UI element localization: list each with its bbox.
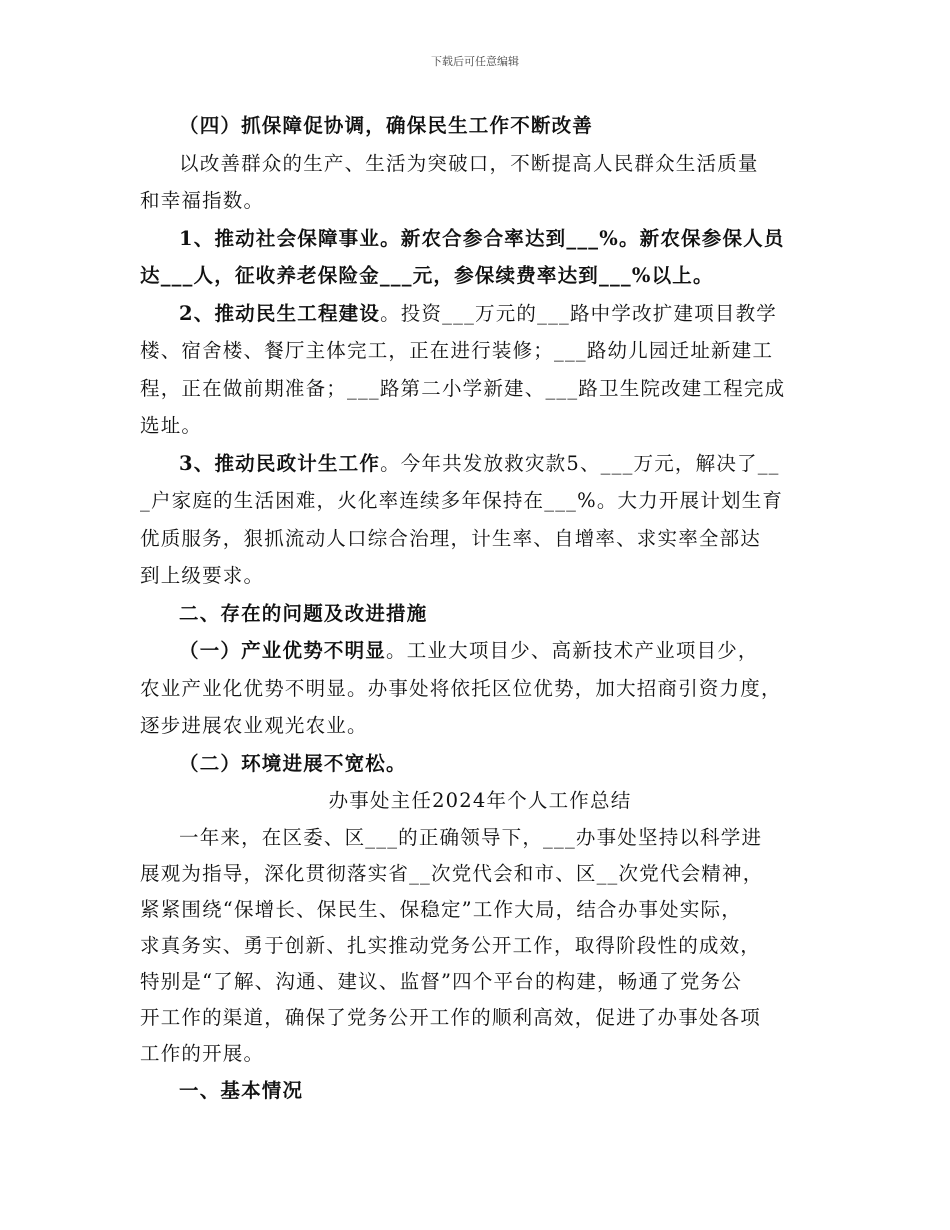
- summary-line: 展观为指导，深化贯彻落实省__次党代会和市、区__次党代会精神，: [140, 861, 764, 885]
- item-1-line: 达___人，征收养老保险金___元，参保续费率达到___%以上。: [140, 264, 714, 287]
- paragraph-line: _户家庭的生活困难，火化率连续多年保持在___%。大力开展计划生育: [140, 489, 784, 512]
- problem-1-line: [140, 632, 820, 670]
- paragraph-line: 以改善群众的生产、生活为突破口，不断提高人民群众生活质量: [179, 151, 759, 175]
- document-body: [140, 107, 820, 1109]
- summary-line: 一年来，在区委、区___的正确领导下，___办事处坚持以科学进: [179, 825, 763, 849]
- paragraph-line: 程，正在做前期准备；___路第二小学新建、___路卫生院改建工程完成: [140, 376, 786, 400]
- paragraph-line: 逐步进展农业观光农业。: [140, 714, 368, 737]
- summary-line: 开工作的渠道，确保了党务公开工作的顺利高效，促进了办事处各项: [140, 1005, 762, 1029]
- paragraph-line: 到上级要求。: [140, 564, 265, 587]
- paragraph-line: 和幸福指数。: [140, 189, 265, 212]
- item-2-text: 。投资___万元的___路中学改扩建项目教学: [380, 301, 777, 325]
- problem-2-heading: （二）环境进展不宽松。: [179, 751, 407, 775]
- paragraph-line: 选址。: [140, 414, 203, 437]
- summary-line: 紧紧围绕“保增长、保民生、保稳定”工作大局，结合办事处实际，: [140, 897, 742, 921]
- summary-line: 工作的开展。: [140, 1041, 265, 1065]
- paragraph-line: 农业产业化优势不明显。办事处将依托区位优势，加大招商引资力度，: [140, 676, 782, 700]
- problem-1-title: （一）产业优势不明显: [179, 639, 387, 662]
- section-heading: 二、存在的问题及改进措施: [179, 601, 428, 625]
- item-3-line: [140, 445, 820, 483]
- item-2-line: [140, 295, 820, 333]
- summary-title: 办事处主任2024年个人工作总结: [328, 789, 632, 812]
- page-header: 下载后可任意编辑: [431, 55, 519, 68]
- section-heading: 一、基本情况: [179, 1078, 304, 1102]
- section-heading: （四）抓保障促协调，确保民生工作不断改善: [179, 114, 594, 137]
- item-3-text: 。今年共发放救灾款5、___万元，解决了__: [380, 451, 780, 475]
- item-3-title: 3、推动民政计生工作: [179, 451, 381, 475]
- summary-line: 特别是“了解、沟通、建议、监督”四个平台的构建，畅通了党务公: [140, 969, 742, 993]
- item-1-line: 1、推动社会保障事业。新农合参合率达到___%。新农保参保人员: [179, 226, 785, 250]
- problem-1-text: 。工业大项目少、高新技术产业项目少，: [386, 639, 759, 662]
- item-2-title: 2、推动民生工程建设: [179, 301, 381, 325]
- summary-line: 求真务实、勇于创新、扎实推动党务公开工作，取得阶段性的成效，: [140, 933, 762, 957]
- paragraph-line: 楼、宿舍楼、餐厅主体完工，正在进行装修；___路幼儿园迁址新建工: [140, 339, 774, 362]
- paragraph-line: 优质服务，狠抓流动人口综合治理，计生率、自增率、求实率全部达: [140, 526, 762, 550]
